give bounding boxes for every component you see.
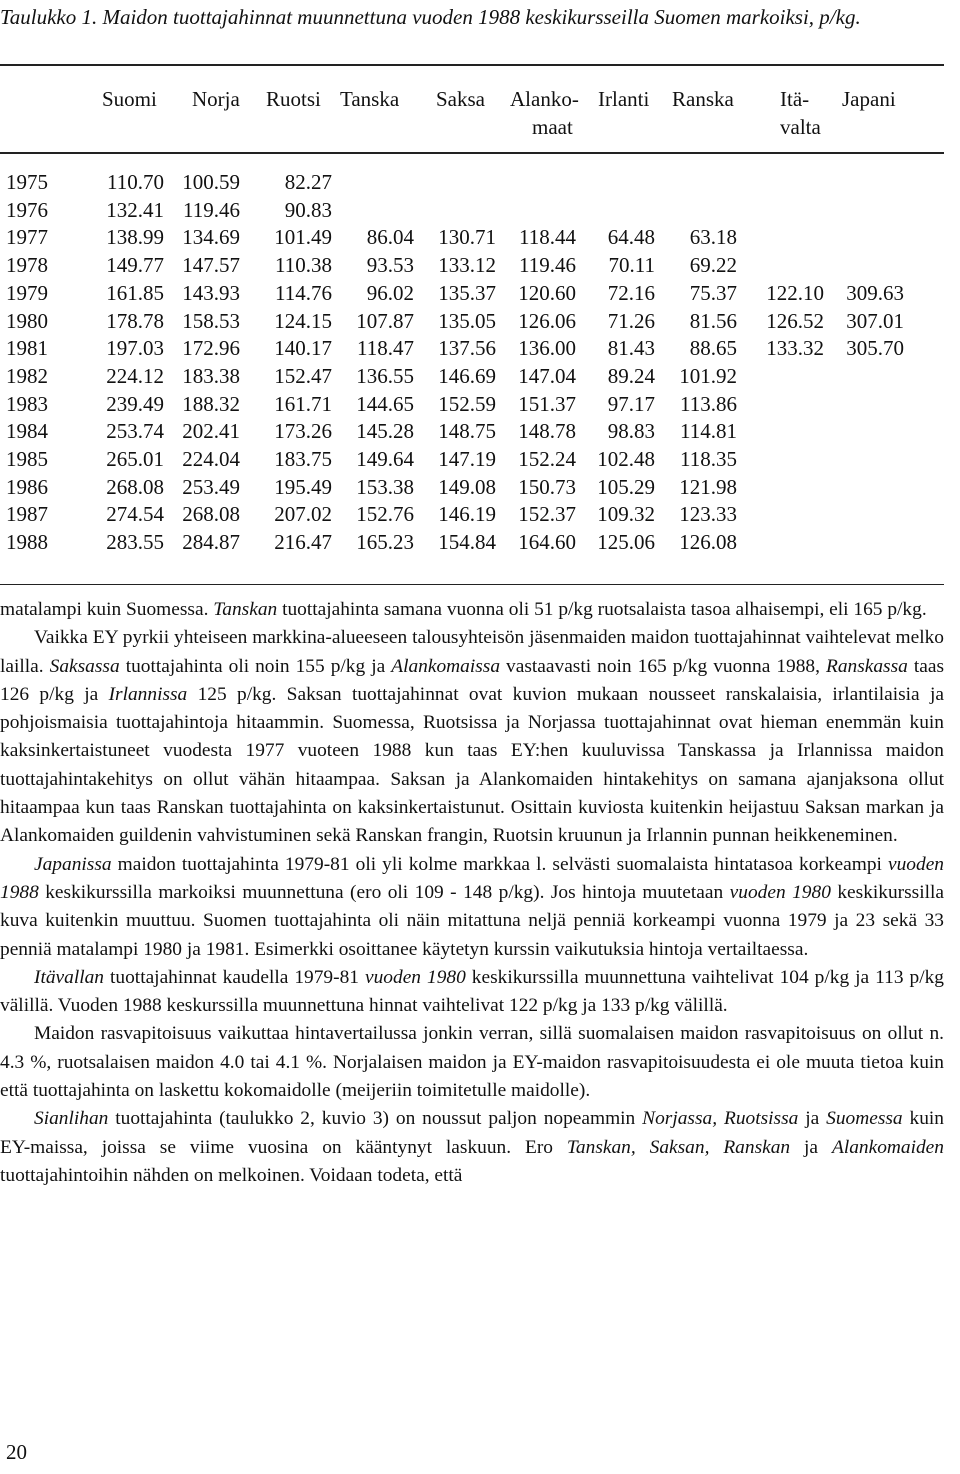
table-cell: 88.65 [689, 336, 737, 361]
table-caption: Taulukko 1. Maidon tuottajahinnat muunnettuna vuoden 1988 keskikursseilla Suomen markoiksi, p/kg. [0, 5, 861, 29]
table-cell: 134.69 [182, 225, 240, 250]
table-cell: 265.01 [106, 447, 164, 471]
table-cell: 151.37 [518, 391, 576, 416]
table-cell: 284.87 [182, 530, 240, 555]
table-cell: 145.28 [356, 419, 414, 444]
table-cell: 149.64 [356, 447, 414, 471]
table-cell: 268.08 [106, 474, 164, 499]
row-year: 1988 [6, 530, 48, 555]
table-bottom-rule [0, 584, 944, 585]
table-cell: 86.04 [366, 225, 414, 250]
table-cell: 137.56 [438, 336, 496, 361]
table-cell: 135.05 [438, 308, 496, 333]
table-cell: 150.73 [518, 474, 576, 499]
table-cell: 133.12 [438, 253, 496, 278]
column-header: Norja [192, 87, 240, 111]
table-cell: 70.11 [608, 253, 655, 278]
paragraph-2: Vaikka EY pyrkii yhteiseen markkina-alueeseen talousyhteisön jäsenmaiden maidon tuottajahinnat vaihtelevat melko lailla. Saksassa tuottajahinta oli noin 155 p/kg ja Alankomaissa vastaavasti noin 165 p/kg vuonna 1988, Ranskassa taas 126 p/kg ja Irlannissa 125 p/kg. Saksan tuottajahinnat ovat kuvion mukaan nousseet ranskalaisia, irlantilaisia ja pohjoismaisia tuottajahintoja hitaammin. Suomessa, Ruotsissa ja Norjassa tuottajahinnat ovat hieman enemmän kuin kaksinkertaistuneet vuodesta 1977 vuoteen 1988 kun taas EY:hen kuuluvissa Tanskassa ja Irlannissa maidon tuottajahintakehitys on ollut vähän hitaampaa. Saksan ja Alankomaiden hintakehitys on samana ajanjaksona ollut hitaampaa kun taas Ranskan tuottajahinta on kaksinkertaistunut. Osittain kuviosta kuitenkin heijastuu Saksan markan ja Alankomaiden guildenin vahvistuminen sekä Ranskan frangin, Ruotsin kruunun ja Irlannin punnan heikkeneminen. [0, 627, 945, 847]
row-year: 1983 [6, 391, 48, 416]
column-header: Suomi [102, 87, 157, 111]
row-year: 1976 [6, 197, 48, 222]
table-cell: 197.03 [106, 336, 164, 361]
row-year: 1978 [6, 253, 48, 278]
table-cell: 110.70 [107, 170, 164, 194]
table-cell: 121.98 [679, 474, 737, 499]
table-cell: 63.18 [689, 225, 737, 250]
paragraph-1: matalampi kuin Suomessa. Tanskan tuottajahinta samana vuonna oli 51 p/kg ruotsalaista tasoa alhaisempi, eli 165 p/kg. [0, 599, 927, 620]
table-cell: 69.22 [689, 253, 737, 278]
page-number: 20 [6, 1440, 27, 1464]
column-header: Itä- [780, 87, 810, 111]
table-cell: 110.38 [275, 253, 332, 278]
table-cell: 82.27 [284, 170, 332, 194]
table-cell: 161.71 [274, 391, 332, 416]
table-cell: 81.56 [689, 308, 737, 333]
body-text [0, 596, 944, 1190]
table-cell: 123.33 [679, 502, 737, 527]
table-cell: 64.48 [607, 225, 655, 250]
table-cell: 98.83 [607, 419, 655, 444]
table-cell: 202.41 [182, 419, 240, 444]
row-year: 1985 [6, 447, 48, 471]
table-cell: 120.60 [518, 280, 576, 305]
table-cell: 135.37 [438, 280, 496, 305]
table-cell: 195.49 [274, 474, 332, 499]
table-cell: 154.84 [438, 530, 496, 555]
column-header: maat [532, 115, 573, 139]
row-year: 1986 [6, 474, 48, 499]
table-cell: 239.49 [106, 391, 164, 416]
table-cell: 81.43 [607, 336, 655, 361]
table-cell: 105.29 [597, 474, 655, 499]
table-cell: 126.52 [766, 308, 824, 333]
table-cell: 118.47 [357, 336, 414, 361]
table-cell: 216.47 [274, 530, 332, 555]
column-header: Irlanti [598, 87, 650, 111]
table-cell: 253.49 [182, 474, 240, 499]
table-cell: 75.37 [689, 280, 737, 305]
row-year: 1979 [6, 280, 48, 305]
table-cell: 178.78 [106, 308, 164, 333]
table-cell: 164.60 [518, 530, 576, 555]
table-cell: 158.53 [182, 308, 240, 333]
table-cell: 89.24 [607, 363, 655, 388]
table-cell: 125.06 [597, 530, 655, 555]
table-cell: 207.02 [274, 502, 332, 527]
row-year: 1987 [6, 502, 48, 527]
table-cell: 93.53 [366, 253, 414, 278]
table-cell: 183.38 [182, 363, 240, 388]
row-year: 1981 [6, 336, 48, 361]
table-cell: 152.47 [274, 363, 332, 388]
table-cell: 147.19 [438, 447, 496, 471]
table-cell: 153.38 [356, 474, 414, 499]
table-cell: 172.96 [182, 336, 240, 361]
table-cell: 114.76 [275, 280, 332, 305]
table-cell: 130.71 [438, 225, 496, 250]
table-cell: 224.04 [182, 447, 240, 471]
table-cell: 149.77 [106, 253, 164, 278]
table-cell: 307.01 [846, 308, 904, 333]
row-year: 1980 [6, 308, 48, 333]
table-cell: 113.86 [680, 391, 737, 416]
table-cell: 147.57 [182, 253, 240, 278]
table-cell: 274.54 [106, 502, 164, 527]
column-header: Japani [842, 87, 896, 111]
table-cell: 101.49 [274, 225, 332, 250]
table-cell: 100.59 [182, 170, 240, 194]
table-cell: 146.19 [438, 502, 496, 527]
table-cell: 173.26 [274, 419, 332, 444]
table-cell: 224.12 [106, 363, 164, 388]
paragraph-3: Japanissa maidon tuottajahinta 1979-81 oli yli kolme markkaa l. selvästi suomalaista hintatasoa korkeampi vuoden 1988 keskikurssilla markoiksi muunnettuna (ero oli 109 - 148 p/kg). Jos hintoja muutetaan vuoden 1980 keskikurssilla kuva kuitenkin muuttuu. Suomen tuottajahinta oli näin mitattuna neljä penniä korkeampi vuonna 1979 ja 23 sekä 33 penniä matalampi 1980 ja 1981. Esimerkki osoittanee käytetyn kurssin vaikutuksia hintoja vertailtaessa. [0, 853, 944, 960]
table-cell: 107.87 [356, 308, 414, 333]
table-cell: 283.55 [106, 530, 164, 555]
table-cell: 152.76 [356, 502, 414, 527]
table-cell: 144.65 [356, 391, 414, 416]
table-cell: 71.26 [607, 308, 655, 333]
table-cell: 138.99 [106, 225, 164, 250]
table-cell: 149.08 [438, 474, 496, 499]
table-cell: 146.69 [438, 363, 496, 388]
table-cell: 102.48 [597, 447, 655, 471]
table-cell: 148.78 [518, 419, 576, 444]
table-cell: 96.02 [366, 280, 414, 305]
table-cell: 72.16 [607, 280, 655, 305]
table-cell: 188.32 [182, 391, 240, 416]
table-cell: 309.63 [846, 280, 904, 305]
table-cell: 147.04 [518, 363, 576, 388]
table-cell: 126.06 [518, 308, 576, 333]
table-cell: 109.32 [597, 502, 655, 527]
table-cell: 133.32 [766, 336, 824, 361]
table-cell: 161.85 [106, 280, 164, 305]
row-year: 1984 [6, 419, 48, 444]
column-header: valta [780, 115, 821, 139]
column-header: Tanska [340, 87, 400, 111]
table-cell: 152.59 [438, 391, 496, 416]
table-cell: 119.46 [183, 197, 240, 222]
table-cell: 124.15 [274, 308, 332, 333]
paragraph-4: Itävallan tuottajahinnat kaudella 1979-81 vuoden 1980 keskikurssilla muunnettuna vaihtelivat 104 p/kg ja 113 p/kg välillä. Vuoden 1988 keskurssilla muunnettuna hinnat vaihtelivat 122 p/kg ja 133 p/kg välillä. [0, 966, 945, 1017]
table-top-rule [0, 64, 944, 66]
table-cell: 152.24 [518, 447, 576, 471]
row-year: 1982 [6, 363, 48, 388]
table-cell: 90.83 [284, 197, 332, 222]
table-cell: 268.08 [182, 502, 240, 527]
table-cell: 305.70 [846, 336, 904, 361]
table-cell: 119.46 [519, 253, 576, 278]
table-cell: 253.74 [106, 419, 164, 444]
row-year: 1975 [6, 170, 48, 194]
table-cell: 152.37 [518, 502, 576, 527]
table-cell: 143.93 [182, 280, 240, 305]
table-cell: 118.35 [680, 447, 737, 471]
column-header: Saksa [436, 87, 485, 111]
column-header: Alanko- [510, 87, 579, 111]
table-cell: 136.55 [356, 363, 414, 388]
table-cell: 122.10 [766, 280, 824, 305]
table-cell: 97.17 [607, 391, 655, 416]
table-cell: 136.00 [518, 336, 576, 361]
table-cell: 148.75 [438, 419, 496, 444]
paragraph-5: Maidon rasvapitoisuus vaikuttaa hintavertailussa jonkin verran, sillä suomalaisen maidon rasvapitoisuus on ollut n. 4.3 %, ruotsalaisen maidon 4.0 tai 4.1 %. Norjalaisen maidon ja EY-maidon rasvapitoisuudesta ei ole muuta tietoa kuin että tuottajahinta on laskettu kokomaidolle (meijeriin toimitetulle maidolle). [0, 1023, 944, 1102]
table-cell: 114.81 [680, 419, 737, 444]
paragraph-6: Sianlihan tuottajahinta (taulukko 2, kuvio 3) on noussut paljon nopeammin Norjassa, Ruotsissa ja Suomessa kuin EY-maissa, joissa se viime vuosina on kääntynyt laskuun. Ero Tanskan, Saksan, Ranskan ja Alankomaiden tuottajahintoihin nähden on melkoinen. Voidaan todeta, että [0, 1108, 944, 1186]
table-cell: 126.08 [679, 530, 737, 555]
table-cell: 101.92 [679, 363, 737, 388]
table-cell: 183.75 [274, 447, 332, 471]
table-cell: 165.23 [356, 530, 414, 555]
table-cell: 140.17 [274, 336, 332, 361]
column-header: Ruotsi [266, 87, 321, 111]
table-cell: 118.44 [519, 225, 576, 250]
row-year: 1977 [6, 225, 48, 250]
column-header: Ranska [672, 87, 734, 111]
table-header-rule [0, 152, 944, 154]
table-cell: 132.41 [106, 197, 164, 222]
